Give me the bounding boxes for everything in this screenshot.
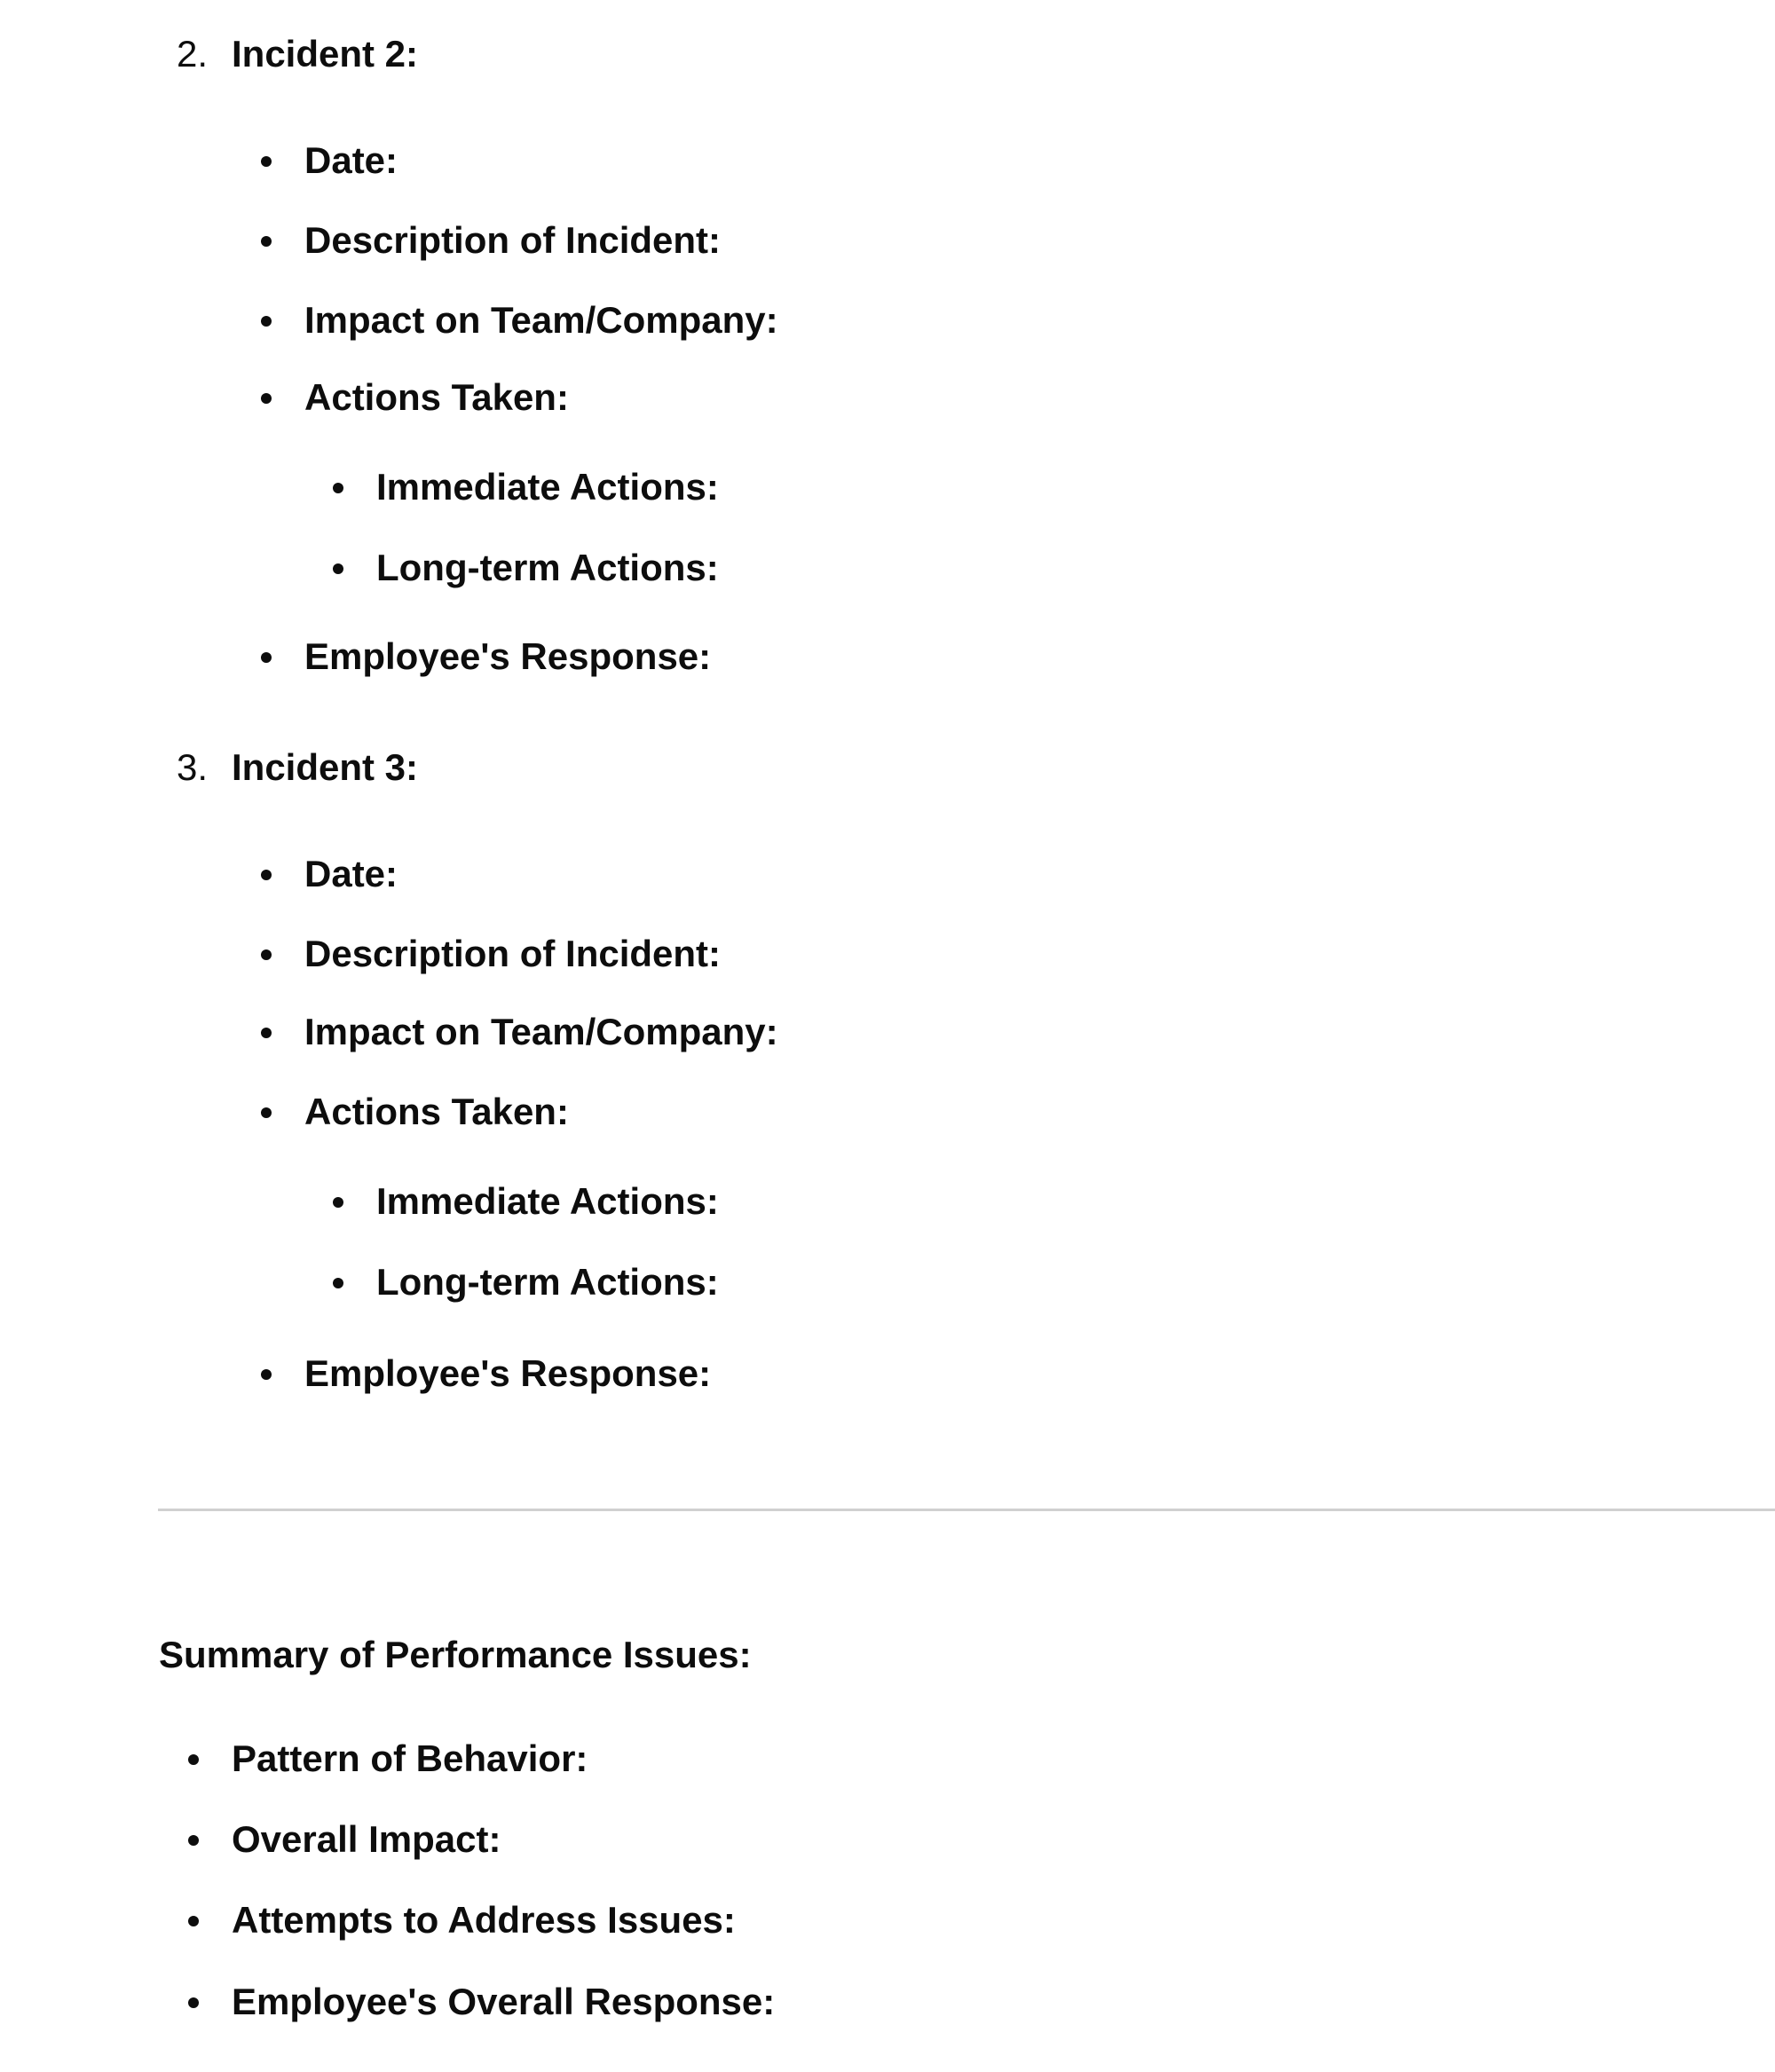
- incident-title: Incident 3:: [232, 746, 419, 788]
- list-number: 2.: [177, 33, 209, 75]
- field-date: Date:: [304, 139, 398, 181]
- summary-item: Attempts to Address Issues:: [232, 1899, 736, 1941]
- field-actions: Actions Taken:: [304, 1091, 569, 1132]
- summary-item: Employee's Overall Response:: [232, 1981, 776, 2022]
- bullet-icon: [261, 949, 272, 960]
- bullet-icon: [333, 563, 343, 574]
- summary-item: Overall Impact:: [232, 1818, 501, 1860]
- field-immediate-actions: Immediate Actions:: [376, 1180, 719, 1222]
- summary-item: Pattern of Behavior:: [232, 1737, 588, 1779]
- field-impact: Impact on Team/Company:: [304, 1011, 778, 1052]
- field-description: Description of Incident:: [304, 933, 722, 974]
- bullet-icon: [261, 870, 272, 880]
- bullet-icon: [261, 316, 272, 327]
- bullet-icon: [188, 1754, 199, 1765]
- bullet-icon: [261, 1107, 272, 1118]
- list-number: 3.: [177, 746, 209, 788]
- bullet-icon: [261, 236, 272, 247]
- field-date: Date:: [304, 853, 398, 894]
- bullet-icon: [188, 1997, 199, 2008]
- bullet-icon: [261, 1369, 272, 1380]
- field-immediate-actions: Immediate Actions:: [376, 466, 719, 508]
- field-response: Employee's Response:: [304, 635, 712, 677]
- field-long-term-actions: Long-term Actions:: [376, 1261, 719, 1303]
- bullet-icon: [261, 1028, 272, 1038]
- field-description: Description of Incident:: [304, 219, 722, 261]
- field-actions: Actions Taken:: [304, 376, 569, 418]
- bullet-icon: [261, 652, 272, 663]
- bullet-icon: [333, 1278, 343, 1288]
- incident-title: Incident 2:: [232, 33, 419, 75]
- bullet-icon: [261, 393, 272, 404]
- summary-heading: Summary of Performance Issues:: [159, 1634, 752, 1675]
- field-long-term-actions: Long-term Actions:: [376, 547, 719, 588]
- bullet-icon: [261, 156, 272, 167]
- field-response: Employee's Response:: [304, 1352, 712, 1394]
- bullet-icon: [188, 1916, 199, 1926]
- field-impact: Impact on Team/Company:: [304, 299, 778, 341]
- bullet-icon: [333, 1197, 343, 1208]
- section-divider: [158, 1509, 1775, 1511]
- bullet-icon: [333, 483, 343, 493]
- bullet-icon: [188, 1835, 199, 1846]
